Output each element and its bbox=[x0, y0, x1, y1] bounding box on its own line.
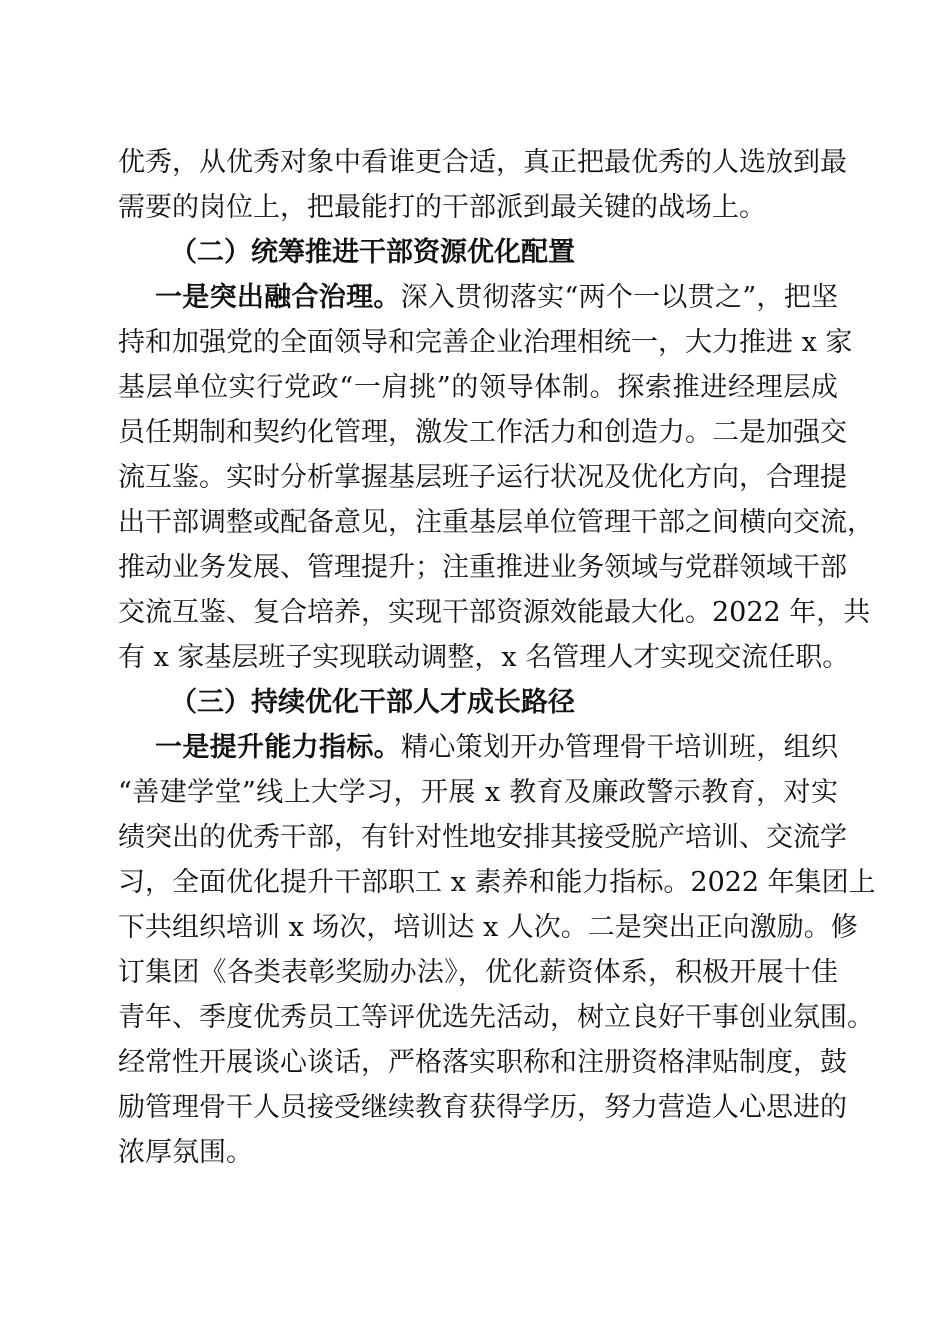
paragraph-line: 经常性开展谈心谈话，严格落实职称和注册资格津贴制度，鼓 bbox=[118, 1047, 847, 1078]
paragraph-line: 浓厚氛围。 bbox=[118, 1137, 253, 1168]
paragraph-first-line bbox=[155, 725, 838, 770]
section-heading-2: （二）统筹推进干部资源优化配置 bbox=[170, 237, 575, 268]
paragraph-line: 订集团《各类表彰奖励办法》，优化薪资体系，积极开展十佳 bbox=[118, 957, 838, 988]
paragraph-line: 持和加强党的全面领导和完善企业治理相统一，大力推进 x 家 bbox=[118, 327, 853, 358]
paragraph-line: 交流互鉴、复合培养，实现干部资源效能最大化。2022 年，共 bbox=[118, 597, 871, 628]
paragraph-line: 需要的岗位上，把最能打的干部派到最关键的战场上。 bbox=[118, 192, 766, 223]
paragraph-lead: 一是突出融合治理。 bbox=[155, 282, 401, 313]
paragraph-line: 习，全面优化提升干部职工 x 素养和能力指标。2022 年集团上 bbox=[118, 867, 876, 898]
paragraph-line: 员任期制和契约化管理，激发工作活力和创造力。二是加强交 bbox=[118, 417, 847, 448]
paragraph-line: 推动业务发展、管理提升；注重推进业务领域与党群领域干部 bbox=[118, 552, 847, 583]
paragraph-line: 流互鉴。实时分析掌握基层班子运行状况及优化方向，合理提 bbox=[118, 462, 847, 493]
paragraph-line: 青年、季度优秀员工等评优选先活动，树立良好干事创业氛围。 bbox=[118, 1002, 874, 1033]
paragraph-line: “善建学堂”线上大学习，开展 x 教育及廉政警示教育，对实 bbox=[118, 777, 838, 808]
paragraph-lead: 一是提升能力指标。 bbox=[155, 732, 401, 763]
paragraph-line: 下共组织培训 x 场次，培训达 x 人次。二是突出正向激励。修 bbox=[118, 912, 858, 943]
paragraph-line: 绩突出的优秀干部，有针对性地安排其接受脱产培训、交流学 bbox=[118, 822, 847, 853]
paragraph-line: 基层单位实行党政“一肩挑”的领导体制。探索推进经理层成 bbox=[118, 372, 838, 403]
paragraph-text: 精心策划开办管理骨干培训班，组织 bbox=[401, 732, 838, 763]
paragraph-text: 深入贯彻落实“两个一以贯之”，把坚 bbox=[400, 282, 839, 313]
paragraph-line: 有 x 家基层班子实现联动调整，x 名管理人才实现交流任职。 bbox=[118, 642, 850, 673]
paragraph-first-line bbox=[155, 275, 838, 320]
paragraph-line: 优秀，从优秀对象中看谁更合适，真正把最优秀的人选放到最 bbox=[118, 147, 847, 178]
paragraph-line: 励管理骨干人员接受继续教育获得学历，努力营造人心思进的 bbox=[118, 1092, 847, 1123]
paragraph-line: 出干部调整或配备意见，注重基层单位管理干部之间横向交流， bbox=[118, 507, 874, 538]
section-heading-3: （三）持续优化干部人才成长路径 bbox=[170, 687, 575, 718]
